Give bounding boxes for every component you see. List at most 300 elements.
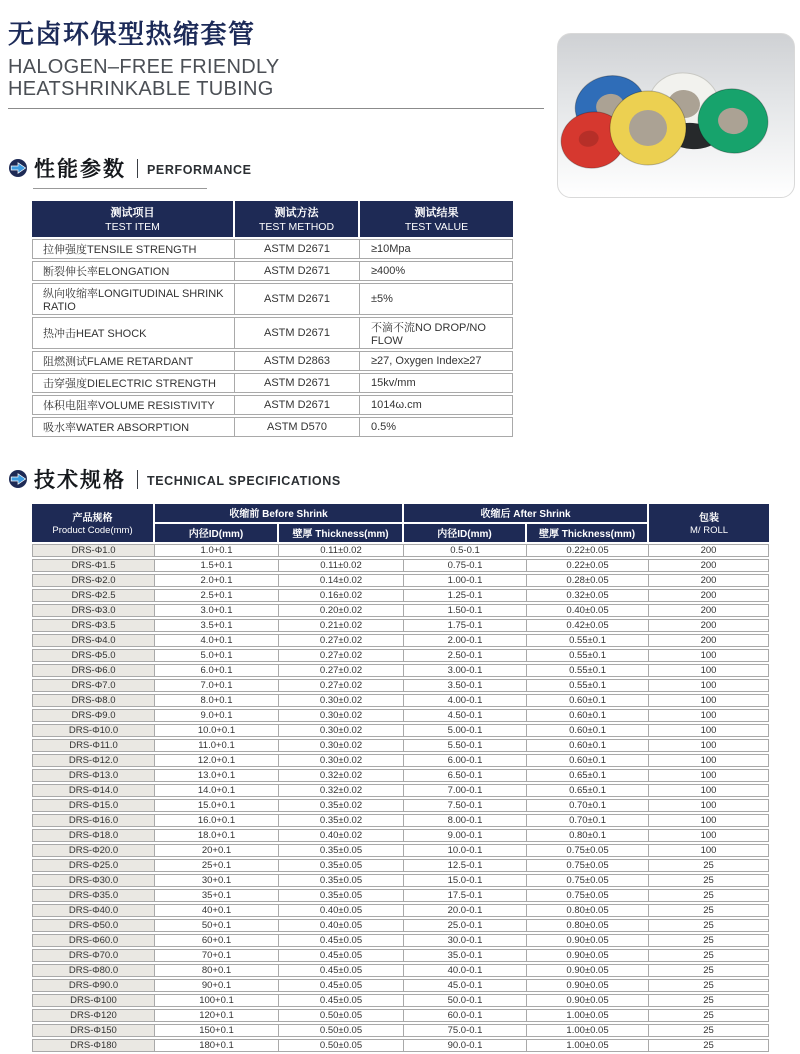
m-roll-cell: 100 xyxy=(649,739,769,752)
after-id-cell: 9.00-0.1 xyxy=(404,829,527,842)
product-code-cell: DRS-Φ120 xyxy=(32,1009,155,1022)
spec-table-row xyxy=(32,814,769,827)
after-id-cell: 1.25-0.1 xyxy=(404,589,527,602)
after-thickness-cell: 0.75±0.05 xyxy=(527,859,649,872)
col-m-roll: 包装 M/ ROLL xyxy=(649,504,769,542)
before-thickness-cell: 0.32±0.02 xyxy=(279,769,404,782)
after-id-cell: 6.00-0.1 xyxy=(404,754,527,767)
test-method-cell: ASTM D2671 xyxy=(235,261,360,281)
m-roll-cell: 25 xyxy=(649,889,769,902)
product-code-cell: DRS-Φ40.0 xyxy=(32,904,155,917)
test-method-cell: ASTM D2671 xyxy=(235,395,360,415)
before-thickness-cell: 0.45±0.05 xyxy=(279,934,404,947)
performance-table-row xyxy=(32,261,513,281)
before-id-cell: 10.0+0.1 xyxy=(155,724,279,737)
m-roll-cell: 25 xyxy=(649,1024,769,1037)
before-thickness-cell: 0.45±0.05 xyxy=(279,994,404,1007)
m-roll-cell: 100 xyxy=(649,679,769,692)
spec-table-row xyxy=(32,829,769,842)
after-id-cell: 25.0-0.1 xyxy=(404,919,527,932)
spec-table-row xyxy=(32,559,769,572)
before-id-cell: 8.0+0.1 xyxy=(155,694,279,707)
specifications-section-title-en: TECHNICAL SPECIFICATIONS xyxy=(147,474,341,489)
col-test-method: 测试方法 TEST METHOD xyxy=(235,201,360,237)
after-id-cell: 0.75-0.1 xyxy=(404,559,527,572)
spec-table-row xyxy=(32,589,769,602)
test-value-cell: ±5% xyxy=(360,283,513,315)
spec-table-row xyxy=(32,664,769,677)
product-code-cell: DRS-Φ12.0 xyxy=(32,754,155,767)
before-id-cell: 80+0.1 xyxy=(155,964,279,977)
before-id-cell: 5.0+0.1 xyxy=(155,649,279,662)
before-thickness-cell: 0.27±0.02 xyxy=(279,649,404,662)
test-item-cell: 拉伸强度TENSILE STRENGTH xyxy=(32,239,235,259)
spec-table-row xyxy=(32,1024,769,1037)
after-id-cell: 7.00-0.1 xyxy=(404,784,527,797)
after-id-cell: 8.00-0.1 xyxy=(404,814,527,827)
after-thickness-cell: 0.80±0.1 xyxy=(527,829,649,842)
before-id-cell: 12.0+0.1 xyxy=(155,754,279,767)
test-method-cell: ASTM D2671 xyxy=(235,239,360,259)
before-id-cell: 11.0+0.1 xyxy=(155,739,279,752)
spec-table-row xyxy=(32,754,769,767)
after-id-cell: 1.50-0.1 xyxy=(404,604,527,617)
after-thickness-cell: 0.80±0.05 xyxy=(527,904,649,917)
spec-table-row xyxy=(32,1039,769,1052)
before-id-cell: 2.0+0.1 xyxy=(155,574,279,587)
before-id-cell: 180+0.1 xyxy=(155,1039,279,1052)
product-code-cell: DRS-Φ2.5 xyxy=(32,589,155,602)
after-id-cell: 6.50-0.1 xyxy=(404,769,527,782)
spec-table-row xyxy=(32,739,769,752)
after-id-cell: 4.50-0.1 xyxy=(404,709,527,722)
spec-table-row xyxy=(32,889,769,902)
product-code-cell: DRS-Φ9.0 xyxy=(32,709,155,722)
before-thickness-cell: 0.35±0.02 xyxy=(279,799,404,812)
col-after-id: 内径ID(mm) xyxy=(404,524,527,542)
after-id-cell: 0.5-0.1 xyxy=(404,544,527,557)
test-value-cell: 1014ω.cm xyxy=(360,395,513,415)
spec-table-row xyxy=(32,694,769,707)
after-id-cell: 10.0-0.1 xyxy=(404,844,527,857)
after-thickness-cell: 0.55±0.1 xyxy=(527,664,649,677)
after-id-cell: 3.00-0.1 xyxy=(404,664,527,677)
product-code-cell: DRS-Φ14.0 xyxy=(32,784,155,797)
after-thickness-cell: 1.00±0.05 xyxy=(527,1039,649,1052)
spec-table-row xyxy=(32,1009,769,1022)
after-thickness-cell: 0.60±0.1 xyxy=(527,709,649,722)
product-code-cell: DRS-Φ50.0 xyxy=(32,919,155,932)
before-thickness-cell: 0.35±0.05 xyxy=(279,874,404,887)
after-thickness-cell: 0.90±0.05 xyxy=(527,934,649,947)
spec-table-row xyxy=(32,874,769,887)
spec-table-row xyxy=(32,799,769,812)
performance-table-row xyxy=(32,317,513,349)
m-roll-cell: 25 xyxy=(649,979,769,992)
after-id-cell: 15.0-0.1 xyxy=(404,874,527,887)
before-id-cell: 1.5+0.1 xyxy=(155,559,279,572)
product-code-cell: DRS-Φ2.0 xyxy=(32,574,155,587)
before-id-cell: 70+0.1 xyxy=(155,949,279,962)
spec-table-row xyxy=(32,904,769,917)
product-code-cell: DRS-Φ3.5 xyxy=(32,619,155,632)
test-item-cell: 热冲击HEAT SHOCK xyxy=(32,317,235,349)
before-id-cell: 14.0+0.1 xyxy=(155,784,279,797)
arrow-sphere-icon xyxy=(8,158,28,178)
product-code-cell: DRS-Φ11.0 xyxy=(32,739,155,752)
col-test-item: 测试项目 TEST ITEM xyxy=(32,201,235,237)
before-id-cell: 100+0.1 xyxy=(155,994,279,1007)
m-roll-cell: 100 xyxy=(649,844,769,857)
m-roll-cell: 100 xyxy=(649,769,769,782)
before-id-cell: 30+0.1 xyxy=(155,874,279,887)
col-product-code: 产品规格 Product Code(mm) xyxy=(32,504,155,542)
m-roll-cell: 25 xyxy=(649,904,769,917)
after-thickness-cell: 0.75±0.05 xyxy=(527,844,649,857)
before-thickness-cell: 0.16±0.02 xyxy=(279,589,404,602)
spec-table-row xyxy=(32,769,769,782)
m-roll-cell: 100 xyxy=(649,829,769,842)
before-id-cell: 16.0+0.1 xyxy=(155,814,279,827)
before-id-cell: 18.0+0.1 xyxy=(155,829,279,842)
product-code-cell: DRS-Φ13.0 xyxy=(32,769,155,782)
before-id-cell: 40+0.1 xyxy=(155,904,279,917)
product-code-cell: DRS-Φ18.0 xyxy=(32,829,155,842)
m-roll-cell: 100 xyxy=(649,709,769,722)
spec-table-row xyxy=(32,784,769,797)
m-roll-cell: 200 xyxy=(649,559,769,572)
after-thickness-cell: 0.90±0.05 xyxy=(527,964,649,977)
before-id-cell: 2.5+0.1 xyxy=(155,589,279,602)
product-code-cell: DRS-Φ3.0 xyxy=(32,604,155,617)
tubing-rolls-illustration xyxy=(558,34,796,199)
spec-table-row xyxy=(32,619,769,632)
after-id-cell: 1.75-0.1 xyxy=(404,619,527,632)
product-code-cell: DRS-Φ100 xyxy=(32,994,155,1007)
m-roll-cell: 100 xyxy=(649,799,769,812)
test-value-cell: ≥27, Oxygen Index≥27 xyxy=(360,351,513,371)
m-roll-cell: 25 xyxy=(649,1009,769,1022)
col-before-id: 内径ID(mm) xyxy=(155,524,279,542)
product-code-cell: DRS-Φ15.0 xyxy=(32,799,155,812)
test-item-cell: 体积电阻率VOLUME RESISTIVITY xyxy=(32,395,235,415)
specifications-table xyxy=(32,502,769,1054)
test-method-cell: ASTM D2671 xyxy=(235,373,360,393)
specifications-section-header xyxy=(8,464,800,494)
spec-table-row xyxy=(32,574,769,587)
product-code-cell: DRS-Φ30.0 xyxy=(32,874,155,887)
m-roll-cell: 200 xyxy=(649,619,769,632)
product-code-cell: DRS-Φ10.0 xyxy=(32,724,155,737)
after-thickness-cell: 0.75±0.05 xyxy=(527,889,649,902)
title-divider-rule xyxy=(8,108,544,109)
col-after-thickness: 壁厚 Thickness(mm) xyxy=(527,524,649,542)
before-thickness-cell: 0.45±0.05 xyxy=(279,979,404,992)
after-id-cell: 20.0-0.1 xyxy=(404,904,527,917)
before-thickness-cell: 0.20±0.02 xyxy=(279,604,404,617)
before-thickness-cell: 0.30±0.02 xyxy=(279,709,404,722)
after-id-cell: 30.0-0.1 xyxy=(404,934,527,947)
after-thickness-cell: 0.60±0.1 xyxy=(527,724,649,737)
before-thickness-cell: 0.27±0.02 xyxy=(279,679,404,692)
arrow-sphere-icon xyxy=(8,469,28,489)
m-roll-cell: 25 xyxy=(649,994,769,1007)
before-id-cell: 150+0.1 xyxy=(155,1024,279,1037)
m-roll-cell: 100 xyxy=(649,724,769,737)
after-thickness-cell: 0.55±0.1 xyxy=(527,649,649,662)
before-thickness-cell: 0.27±0.02 xyxy=(279,634,404,647)
before-thickness-cell: 0.27±0.02 xyxy=(279,664,404,677)
performance-table-row xyxy=(32,373,513,393)
performance-table-row xyxy=(32,395,513,415)
performance-section-title-zh: 性能参数 xyxy=(34,157,126,181)
m-roll-cell: 200 xyxy=(649,604,769,617)
product-code-cell: DRS-Φ80.0 xyxy=(32,964,155,977)
test-method-cell: ASTM D2671 xyxy=(235,283,360,315)
after-id-cell: 7.50-0.1 xyxy=(404,799,527,812)
after-thickness-cell: 0.65±0.1 xyxy=(527,784,649,797)
spec-table-row xyxy=(32,709,769,722)
performance-table-row xyxy=(32,239,513,259)
before-thickness-cell: 0.35±0.05 xyxy=(279,859,404,872)
spec-table-row xyxy=(32,679,769,692)
product-code-cell: DRS-Φ70.0 xyxy=(32,949,155,962)
after-thickness-cell: 0.32±0.05 xyxy=(527,589,649,602)
test-item-cell: 击穿强度DIELECTRIC STRENGTH xyxy=(32,373,235,393)
after-thickness-cell: 0.42±0.05 xyxy=(527,619,649,632)
test-value-cell: 15kv/mm xyxy=(360,373,513,393)
m-roll-cell: 25 xyxy=(649,874,769,887)
after-id-cell: 50.0-0.1 xyxy=(404,994,527,1007)
before-thickness-cell: 0.30±0.02 xyxy=(279,724,404,737)
product-code-cell: DRS-Φ7.0 xyxy=(32,679,155,692)
after-thickness-cell: 0.40±0.05 xyxy=(527,604,649,617)
before-thickness-cell: 0.45±0.05 xyxy=(279,949,404,962)
after-thickness-cell: 0.28±0.05 xyxy=(527,574,649,587)
product-code-cell: DRS-Φ4.0 xyxy=(32,634,155,647)
spec-table-row xyxy=(32,964,769,977)
before-thickness-cell: 0.50±0.05 xyxy=(279,1024,404,1037)
m-roll-cell: 25 xyxy=(649,964,769,977)
before-thickness-cell: 0.30±0.02 xyxy=(279,754,404,767)
col-group-after-shrink: 收缩后 After Shrink xyxy=(404,504,649,522)
before-thickness-cell: 0.40±0.05 xyxy=(279,919,404,932)
before-id-cell: 9.0+0.1 xyxy=(155,709,279,722)
after-id-cell: 90.0-0.1 xyxy=(404,1039,527,1052)
spec-table-row xyxy=(32,859,769,872)
before-thickness-cell: 0.35±0.05 xyxy=(279,889,404,902)
before-thickness-cell: 0.11±0.02 xyxy=(279,544,404,557)
spec-table-row xyxy=(32,994,769,1007)
before-thickness-cell: 0.32±0.02 xyxy=(279,784,404,797)
product-photo xyxy=(557,33,795,198)
spec-table-row xyxy=(32,934,769,947)
section-title-divider xyxy=(137,470,138,489)
before-id-cell: 3.0+0.1 xyxy=(155,604,279,617)
after-thickness-cell: 0.90±0.05 xyxy=(527,979,649,992)
after-thickness-cell: 0.22±0.05 xyxy=(527,559,649,572)
after-thickness-cell: 0.60±0.1 xyxy=(527,754,649,767)
after-thickness-cell: 1.00±0.05 xyxy=(527,1024,649,1037)
spec-table-row xyxy=(32,919,769,932)
test-item-cell: 纵向收缩率LONGITUDINAL SHRINK RATIO xyxy=(32,283,235,315)
after-id-cell: 2.00-0.1 xyxy=(404,634,527,647)
before-thickness-cell: 0.35±0.05 xyxy=(279,844,404,857)
page-subtitle-line1: HALOGEN–FREE FRIENDLY xyxy=(8,56,280,78)
before-thickness-cell: 0.50±0.05 xyxy=(279,1009,404,1022)
after-thickness-cell: 0.90±0.05 xyxy=(527,994,649,1007)
spec-table-row xyxy=(32,604,769,617)
m-roll-cell: 25 xyxy=(649,919,769,932)
after-thickness-cell: 0.80±0.05 xyxy=(527,919,649,932)
after-thickness-cell: 0.65±0.1 xyxy=(527,769,649,782)
before-thickness-cell: 0.14±0.02 xyxy=(279,574,404,587)
m-roll-cell: 200 xyxy=(649,634,769,647)
col-group-before-shrink: 收缩前 Before Shrink xyxy=(155,504,404,522)
before-id-cell: 15.0+0.1 xyxy=(155,799,279,812)
product-code-cell: DRS-Φ1.5 xyxy=(32,559,155,572)
product-code-cell: DRS-Φ8.0 xyxy=(32,694,155,707)
after-thickness-cell: 1.00±0.05 xyxy=(527,1009,649,1022)
m-roll-cell: 25 xyxy=(649,859,769,872)
spec-table-row xyxy=(32,634,769,647)
test-method-cell: ASTM D570 xyxy=(235,417,360,437)
before-id-cell: 1.0+0.1 xyxy=(155,544,279,557)
product-code-cell: DRS-Φ5.0 xyxy=(32,649,155,662)
before-id-cell: 20+0.1 xyxy=(155,844,279,857)
after-thickness-cell: 0.60±0.1 xyxy=(527,694,649,707)
before-id-cell: 25+0.1 xyxy=(155,859,279,872)
test-item-cell: 断裂伸长率ELONGATION xyxy=(32,261,235,281)
spec-table-row xyxy=(32,724,769,737)
m-roll-cell: 100 xyxy=(649,814,769,827)
after-thickness-cell: 0.60±0.1 xyxy=(527,739,649,752)
test-value-cell: 不滴不流NO DROP/NO FLOW xyxy=(360,317,513,349)
before-id-cell: 35+0.1 xyxy=(155,889,279,902)
specifications-section-title-zh: 技术规格 xyxy=(34,468,126,492)
after-thickness-cell: 0.22±0.05 xyxy=(527,544,649,557)
product-code-cell: DRS-Φ20.0 xyxy=(32,844,155,857)
product-code-cell: DRS-Φ150 xyxy=(32,1024,155,1037)
performance-header-row xyxy=(32,201,513,237)
before-thickness-cell: 0.45±0.05 xyxy=(279,964,404,977)
product-code-cell: DRS-Φ25.0 xyxy=(32,859,155,872)
m-roll-cell: 25 xyxy=(649,949,769,962)
before-id-cell: 90+0.1 xyxy=(155,979,279,992)
after-id-cell: 4.00-0.1 xyxy=(404,694,527,707)
after-thickness-cell: 0.55±0.1 xyxy=(527,634,649,647)
performance-table-row xyxy=(32,283,513,315)
after-id-cell: 5.50-0.1 xyxy=(404,739,527,752)
test-method-cell: ASTM D2671 xyxy=(235,317,360,349)
performance-table-row xyxy=(32,351,513,371)
m-roll-cell: 25 xyxy=(649,934,769,947)
product-code-cell: DRS-Φ60.0 xyxy=(32,934,155,947)
before-id-cell: 7.0+0.1 xyxy=(155,679,279,692)
performance-table xyxy=(32,199,513,439)
after-id-cell: 40.0-0.1 xyxy=(404,964,527,977)
page-subtitle-line2: HEATSHRINKABLE TUBING xyxy=(8,78,274,101)
spec-table-row xyxy=(32,544,769,557)
before-thickness-cell: 0.30±0.02 xyxy=(279,739,404,752)
test-value-cell: 0.5% xyxy=(360,417,513,437)
section-title-divider xyxy=(137,159,138,178)
m-roll-cell: 100 xyxy=(649,754,769,767)
after-thickness-cell: 0.55±0.1 xyxy=(527,679,649,692)
before-id-cell: 120+0.1 xyxy=(155,1009,279,1022)
before-id-cell: 6.0+0.1 xyxy=(155,664,279,677)
performance-table-row xyxy=(32,417,513,437)
before-thickness-cell: 0.50±0.05 xyxy=(279,1039,404,1052)
m-roll-cell: 100 xyxy=(649,694,769,707)
before-id-cell: 4.0+0.1 xyxy=(155,634,279,647)
m-roll-cell: 100 xyxy=(649,649,769,662)
after-thickness-cell: 0.75±0.05 xyxy=(527,874,649,887)
after-thickness-cell: 0.90±0.05 xyxy=(527,949,649,962)
before-thickness-cell: 0.40±0.02 xyxy=(279,829,404,842)
after-id-cell: 17.5-0.1 xyxy=(404,889,527,902)
spec-table-row xyxy=(32,979,769,992)
m-roll-cell: 200 xyxy=(649,589,769,602)
product-code-cell: DRS-Φ6.0 xyxy=(32,664,155,677)
before-thickness-cell: 0.21±0.02 xyxy=(279,619,404,632)
product-code-cell: DRS-Φ90.0 xyxy=(32,979,155,992)
col-test-value: 测试结果 TEST VALUE xyxy=(360,201,513,237)
spec-table-row xyxy=(32,949,769,962)
tubing-roll-yellow xyxy=(610,91,686,165)
m-roll-cell: 25 xyxy=(649,1039,769,1052)
product-code-cell: DRS-Φ1.0 xyxy=(32,544,155,557)
after-id-cell: 75.0-0.1 xyxy=(404,1024,527,1037)
roll-core xyxy=(629,110,667,146)
page-title: 无卤环保型热缩套管 xyxy=(8,19,256,49)
col-before-thickness: 壁厚 Thickness(mm) xyxy=(279,524,404,542)
before-id-cell: 3.5+0.1 xyxy=(155,619,279,632)
product-code-cell: DRS-Φ35.0 xyxy=(32,889,155,902)
spec-header-row-1 xyxy=(32,504,769,522)
after-id-cell: 35.0-0.1 xyxy=(404,949,527,962)
before-thickness-cell: 0.35±0.02 xyxy=(279,814,404,827)
after-id-cell: 1.00-0.1 xyxy=(404,574,527,587)
m-roll-cell: 100 xyxy=(649,664,769,677)
test-value-cell: ≥400% xyxy=(360,261,513,281)
test-item-cell: 吸水率WATER ABSORPTION xyxy=(32,417,235,437)
before-thickness-cell: 0.30±0.02 xyxy=(279,694,404,707)
product-code-cell: DRS-Φ180 xyxy=(32,1039,155,1052)
performance-section-title-en: PERFORMANCE xyxy=(147,163,252,178)
m-roll-cell: 100 xyxy=(649,784,769,797)
test-method-cell: ASTM D2863 xyxy=(235,351,360,371)
product-code-cell: DRS-Φ16.0 xyxy=(32,814,155,827)
test-item-cell: 阻燃测试FLAME RETARDANT xyxy=(32,351,235,371)
m-roll-cell: 200 xyxy=(649,544,769,557)
before-id-cell: 60+0.1 xyxy=(155,934,279,947)
spec-table-row xyxy=(32,844,769,857)
after-id-cell: 3.50-0.1 xyxy=(404,679,527,692)
after-id-cell: 5.00-0.1 xyxy=(404,724,527,737)
before-thickness-cell: 0.40±0.05 xyxy=(279,904,404,917)
after-id-cell: 12.5-0.1 xyxy=(404,859,527,872)
after-id-cell: 45.0-0.1 xyxy=(404,979,527,992)
m-roll-cell: 200 xyxy=(649,574,769,587)
before-id-cell: 50+0.1 xyxy=(155,919,279,932)
after-thickness-cell: 0.70±0.1 xyxy=(527,799,649,812)
spec-table-row xyxy=(32,649,769,662)
performance-section-underline xyxy=(33,188,207,189)
after-thickness-cell: 0.70±0.1 xyxy=(527,814,649,827)
before-id-cell: 13.0+0.1 xyxy=(155,769,279,782)
after-id-cell: 2.50-0.1 xyxy=(404,649,527,662)
